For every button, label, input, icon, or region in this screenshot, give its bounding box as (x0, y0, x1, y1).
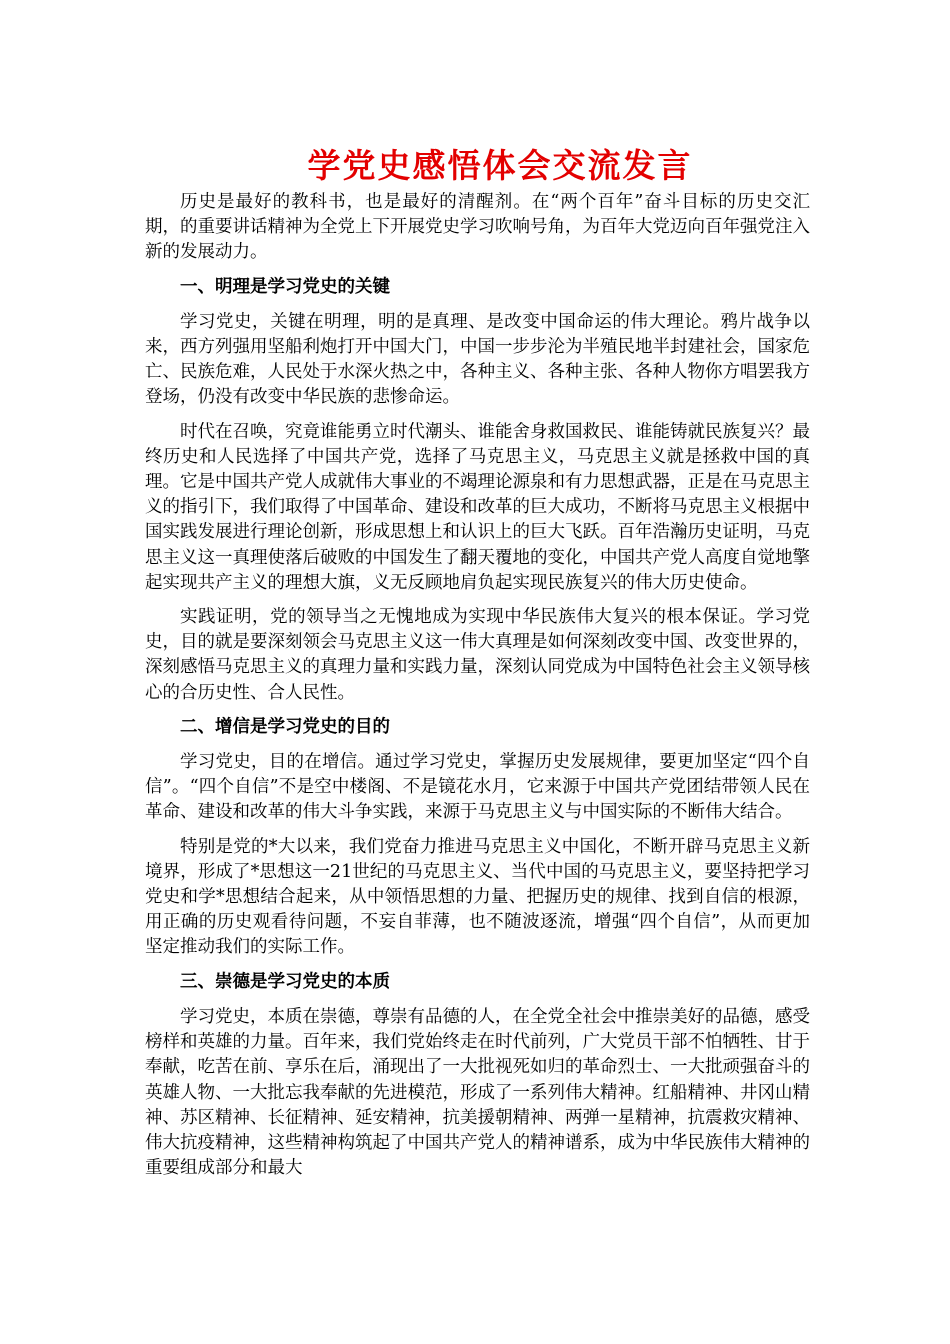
section-3-heading: 三、崇德是学习党史的本质 (180, 971, 390, 992)
section-2-paragraph-2: 特别是党的*大以来，我们党奋力推进马克思主义中国化，不断开辟马克思主义新境界，形成了*思想这一21世纪的马克思主义、当代中国的马克思主义，要坚持把学习党史和学*思想结合起来，从中领悟思想的力量、把握历史的规律、找到自信的根源，用正确的历史观看待问题，不妄自菲薄，也不随波逐流，增强“四个自信”，从而更加坚定推动我们的实际工作。 (145, 836, 810, 958)
section-1-paragraph-2: 时代在召唤，究竟谁能勇立时代潮头、谁能舍身救国救民、谁能铸就民族复兴？最终历史和人民选择了中国共产党，选择了马克思主义，马克思主义就是拯救中国的真理。它是中国共产党人成就伟大事业的不竭理论源泉和有力思想武器，正是在马克思主义的指引下，我们取得了中国革命、建设和改革的巨大成功，不断将马克思主义根据中国实践发展进行理论创新，形成思想上和认识上的巨大飞跃。百年浩瀚历史证明，马克思主义这一真理使落后破败的中国发生了翻天覆地的变化，中国共产党人高度自觉地擎起实现共产主义的理想大旗，义无反顾地肩负起实现民族复兴的伟大历史使命。 (145, 421, 810, 593)
section-1-paragraph-3: 实践证明，党的领导当之无愧地成为实现中华民族伟大复兴的根本保证。学习党史，目的就是要深刻领会马克思主义这一伟大真理是如何深刻改变中国、改变世界的，深刻感悟马克思主义的真理力量和实践力量，深刻认同党成为中国特色社会主义领导核心的合历史性、合人民性。 (145, 607, 810, 703)
document-title: 学党史感悟体会交流发言 (307, 146, 693, 185)
document-body (145, 190, 810, 1190)
section-3-paragraph-1: 学习党史，本质在崇德，尊崇有品德的人，在全党全社会中推崇美好的品德，感受榜样和英雄的力量。百年来，我们党始终走在时代前列，广大党员干部不怕牺牲、甘于奉献，吃苦在前、享乐在后，涌现出了一大批视死如归的革命烈士、一大批顽强奋斗的英雄人物、一大批忘我奉献的先进模范，形成了一系列伟大精神。红船精神、井冈山精神、苏区精神、长征精神、延安精神，抗美援朝精神、两弹一星精神，抗震救灾精神、伟大抗疫精神，这些精神构筑起了中国共产党人的精神谱系，成为中华民族伟大精神的重要组成部分和最大 (145, 1006, 810, 1179)
section-2-paragraph-1: 学习党史，目的在增信。通过学习党史，掌握历史发展规律，要更加坚定“四个自信”。“四个自信”不是空中楼阁、不是镜花水月，它来源于中国共产党团结带领人民在革命、建设和改革的伟大斗争实践，来源于马克思主义与中国实际的不断伟大结合。 (145, 752, 810, 823)
section-1-paragraph-1: 学习党史，关键在明理，明的是真理、是改变中国命运的伟大理论。鸦片战争以来，西方列强用坚船利炮打开中国大门，中国一步步沦为半殖民地半封建社会，国家危亡、民族危难，人民处于水深火热之中，各种主义、各种主张、各种人物你方唱罢我方登场，仍没有改变中华民族的悲惨命运。 (145, 311, 810, 408)
section-1-heading: 一、明理是学习党史的关键 (180, 276, 390, 297)
intro-paragraph: 历史是最好的教科书，也是最好的清醒剂。在“两个百年”奋斗目标的历史交汇期，的重要讲话精神为全党上下开展党史学习吹响号角，为百年大党迈向百年强党注入新的发展动力。 (145, 192, 810, 263)
section-2-heading: 二、增信是学习党史的目的 (180, 716, 390, 737)
